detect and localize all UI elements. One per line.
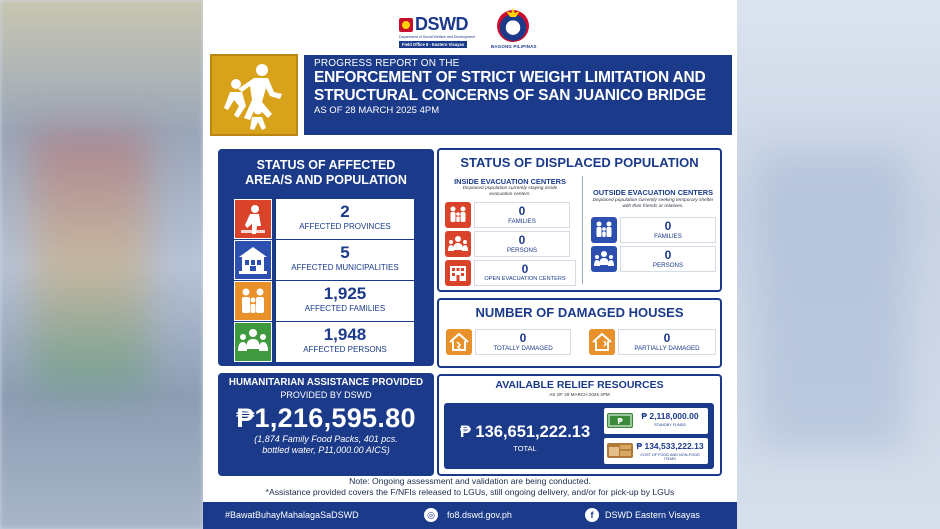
affected-municipalities-card [276, 240, 414, 280]
partially-damaged-card [618, 329, 716, 355]
humanitarian-assistance-panel [218, 373, 434, 476]
footer-facebook-link[interactable]: DSWD Eastern Visayas [605, 510, 700, 520]
inside-persons-row [445, 231, 575, 257]
municipality-icon [234, 240, 272, 280]
family-icon [591, 217, 617, 243]
inside-families-row [445, 202, 575, 228]
affected-provinces-row [234, 199, 414, 239]
open-ec-row [445, 260, 575, 286]
inside-persons-value: 0 [518, 233, 526, 247]
outside-persons-card [620, 246, 716, 272]
affected-persons-card [276, 322, 414, 362]
outside-families-label: FAMILIES [654, 233, 682, 240]
affected-heading [218, 158, 434, 188]
affected-municipalities-label: AFFECTED MUNICIPALITIES [291, 263, 399, 272]
persons-icon [234, 322, 272, 362]
affected-heading-line2: AREA/S AND POPULATION [245, 173, 407, 187]
dswd-logo-mark [399, 18, 413, 32]
humanitarian-note [218, 434, 434, 456]
damaged-houses-panel [437, 298, 722, 368]
outside-families-value: 0 [664, 219, 672, 233]
bagong-pilipinas-logo [497, 10, 529, 42]
stockpile-label: COST OF FOOD AND NON-FOOD ITEMS [640, 453, 700, 461]
stockpile-amount: ₱ 134,533,222.13 [636, 441, 704, 451]
standby-funds-amount: ₱ 2,118,000.00 [641, 411, 699, 421]
affected-provinces-value: 2 [340, 202, 350, 221]
relief-resources-panel [437, 374, 722, 476]
blurred-background-left [0, 0, 203, 529]
running-people-icon [222, 62, 288, 132]
humanitarian-amount: ₱1,216,595.80 [236, 403, 416, 433]
affected-families-card [276, 281, 414, 321]
stockpile-card [604, 438, 708, 464]
affected-families-label: AFFECTED FAMILIES [304, 304, 386, 313]
dswd-logo: DSWD [415, 14, 468, 34]
inside-ec-heading: INSIDE EVACUATION CENTERS [454, 177, 566, 186]
dswd-full-name: Department of Social Welfare and Development [399, 35, 476, 39]
evacuation-center-icon [445, 260, 471, 286]
globe-icon: ◎ [424, 508, 438, 522]
report-title-banner [304, 55, 732, 135]
totally-damaged-value: 0 [519, 331, 527, 345]
facebook-icon: f [585, 508, 599, 522]
humanitarian-provider: PROVIDED BY DSWD [280, 390, 372, 400]
affected-families-value: 1,925 [323, 284, 367, 303]
open-ec-label: OPEN EVACUATION CENTERS [484, 276, 566, 282]
totally-damaged-row [446, 329, 576, 355]
relief-total-amount: ₱ 136,651,222.13 [459, 423, 591, 441]
title-prefix: PROGRESS REPORT ON THE [314, 58, 460, 69]
persons-icon [591, 246, 617, 272]
report-date: AS OF 28 MARCH 2025 4PM [314, 105, 440, 116]
standby-funds-card [604, 408, 708, 434]
inside-families-label: FAMILIES [508, 218, 536, 225]
title-running-people-icon-box [210, 54, 298, 136]
footer-bar [203, 502, 737, 529]
inside-persons-label: PERSONS [506, 247, 538, 254]
affected-persons-label: AFFECTED PERSONS [303, 345, 387, 354]
affected-provinces-card [276, 199, 414, 239]
displaced-divider [582, 176, 583, 284]
outside-persons-row [591, 246, 719, 272]
province-icon [234, 199, 272, 239]
header-logos [393, 8, 553, 50]
relief-heading: AVAILABLE RELIEF RESOURCES [495, 379, 664, 391]
house-totally-damaged-icon [446, 329, 472, 355]
relief-total-label: TOTAL [513, 444, 537, 453]
report-title: ENFORCEMENT OF STRICT WEIGHT LIMITATION AND STRUCTURAL CONCERNS OF SAN JUANICO BRIDGE [314, 69, 706, 104]
affected-persons-value: 1,948 [323, 325, 367, 344]
affected-population-panel [218, 149, 434, 366]
displaced-population-panel [437, 148, 722, 292]
footnote-line1: Note: Ongoing assessment and validation are being conducted. [349, 476, 591, 486]
affected-municipalities-value: 5 [340, 243, 350, 262]
svg-text:₱: ₱ [617, 417, 623, 426]
cash-icon [607, 413, 633, 428]
house-partially-damaged-icon [589, 329, 615, 355]
damaged-heading: NUMBER OF DAMAGED HOUSES [475, 305, 684, 320]
relief-total [450, 423, 600, 453]
partially-damaged-row [589, 329, 719, 355]
blurred-background-right [737, 0, 940, 529]
persons-icon [445, 231, 471, 257]
inside-families-card [474, 202, 570, 228]
humanitarian-note-line2: bottled water, P11,000.00 AICS) [262, 445, 390, 455]
totally-damaged-label: TOTALLY DAMAGED [493, 345, 553, 352]
affected-persons-row [234, 322, 414, 362]
relief-goods-icon [607, 443, 633, 458]
field-office-label: Field Office 8 - Eastern Visayas [399, 41, 467, 48]
displaced-heading: STATUS OF DISPLACED POPULATION [460, 155, 699, 170]
outside-families-row [591, 217, 719, 243]
outside-ec-heading: OUTSIDE EVACUATION CENTERS [592, 188, 714, 197]
inside-families-value: 0 [518, 204, 526, 218]
footnote-line2: *Assistance provided covers the F/NFIs released to LGUs, still ongoing delivery, and/or for pick-up by LGUs [265, 487, 675, 497]
outside-persons-value: 0 [664, 248, 672, 262]
inside-persons-card [474, 231, 570, 257]
infographic-poster [203, 0, 737, 529]
humanitarian-note-line1: (1,874 Family Food Packs, 401 pcs. [254, 434, 398, 444]
humanitarian-heading: HUMANITARIAN ASSISTANCE PROVIDED [228, 377, 424, 388]
totally-damaged-card [475, 329, 571, 355]
open-ec-card [474, 260, 576, 286]
inside-ec-description: Displaced population currently staying inside evacuation centers. [462, 186, 558, 197]
open-ec-value: 0 [521, 262, 529, 276]
footer-website-link[interactable]: fo8.dswd.gov.ph [447, 510, 512, 520]
family-icon [234, 281, 272, 321]
affected-heading-line1: STATUS OF AFFECTED [256, 158, 396, 172]
family-icon [445, 202, 471, 228]
relief-as-of: AS OF 28 MARCH 2025 4PM [549, 392, 610, 397]
standby-funds-label: STANDBY FUNDS [654, 423, 686, 427]
bagong-pilipinas-label: BAGONG PILIPINAS [491, 44, 537, 49]
affected-municipalities-row [234, 240, 414, 280]
footnotes [203, 476, 737, 498]
partially-damaged-label: PARTIALLY DAMAGED [634, 345, 700, 352]
outside-families-card [620, 217, 716, 243]
footer-hashtag[interactable]: #BawatBuhayMahalagaSaDSWD [225, 510, 359, 520]
outside-ec-description: Displaced population currently seeking temporary shelter with their friends or relatives. [592, 198, 714, 209]
affected-families-row [234, 281, 414, 321]
outside-persons-label: PERSONS [652, 262, 684, 269]
affected-provinces-label: AFFECTED PROVINCES [299, 222, 391, 231]
relief-summary-box [444, 403, 714, 469]
partially-damaged-value: 0 [663, 331, 671, 345]
